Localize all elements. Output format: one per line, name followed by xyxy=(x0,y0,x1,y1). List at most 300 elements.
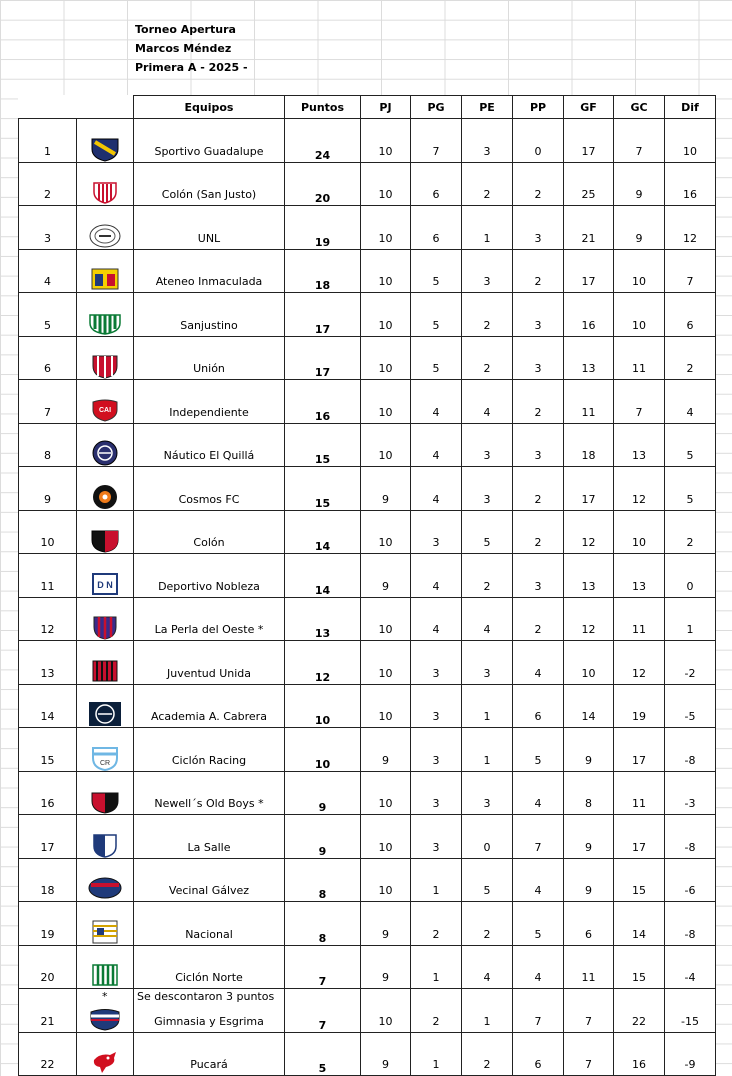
pj-value: 9 xyxy=(361,728,411,772)
pe-value: 2 xyxy=(462,336,513,380)
pg-value: 3 xyxy=(411,684,462,728)
points-value: 10 xyxy=(285,728,361,772)
team-name: La Perla del Oeste * xyxy=(134,597,285,641)
gf-value: 13 xyxy=(564,336,614,380)
points-value: 12 xyxy=(285,641,361,685)
gf-value: 12 xyxy=(564,597,614,641)
pe-value: 3 xyxy=(462,423,513,467)
table-row xyxy=(19,1032,716,1076)
pp-value: 0 xyxy=(513,119,564,163)
crest-cell xyxy=(77,162,134,206)
team-name: Ciclón Norte xyxy=(134,945,285,989)
pg-value: 1 xyxy=(411,945,462,989)
points-value: 8 xyxy=(285,902,361,946)
gf-value: 12 xyxy=(564,510,614,554)
pj-value: 10 xyxy=(361,380,411,424)
guadalupe-crest xyxy=(88,136,122,162)
team-name: Vecinal Gálvez xyxy=(134,858,285,902)
pp-value: 2 xyxy=(513,510,564,554)
pg-value: 1 xyxy=(411,1032,462,1076)
col-header-gf: GF xyxy=(564,96,614,119)
pe-value: 0 xyxy=(462,815,513,859)
pj-value: 9 xyxy=(361,554,411,598)
ciclon-norte-crest xyxy=(88,962,122,988)
pp-value: 4 xyxy=(513,771,564,815)
pg-value: 5 xyxy=(411,293,462,337)
footnote-text: Se descontaron 3 puntos xyxy=(137,990,275,1003)
dif-value: -3 xyxy=(665,771,716,815)
crest-cell xyxy=(77,858,134,902)
position-cell: 14 xyxy=(19,684,77,728)
team-name: Náutico El Quillá xyxy=(134,423,285,467)
independiente-crest xyxy=(88,397,122,423)
dif-value: 5 xyxy=(665,423,716,467)
position-cell: 21 xyxy=(19,989,77,1033)
gf-value: 10 xyxy=(564,641,614,685)
pg-value: 7 xyxy=(411,119,462,163)
team-name: Colón xyxy=(134,510,285,554)
pe-value: 1 xyxy=(462,728,513,772)
pj-value: 10 xyxy=(361,641,411,685)
pp-value: 3 xyxy=(513,336,564,380)
table-row xyxy=(19,641,716,685)
position-cell: 8 xyxy=(19,423,77,467)
pp-value: 2 xyxy=(513,597,564,641)
gc-value: 13 xyxy=(614,554,665,598)
dif-value: 16 xyxy=(665,162,716,206)
pg-value: 4 xyxy=(411,554,462,598)
cosmos-crest xyxy=(88,484,122,510)
gf-value: 17 xyxy=(564,467,614,511)
crest-cell xyxy=(77,293,134,337)
gc-value: 15 xyxy=(614,858,665,902)
pj-value: 10 xyxy=(361,597,411,641)
pg-value: 4 xyxy=(411,467,462,511)
colon-crest xyxy=(88,527,122,553)
dif-value: 7 xyxy=(665,249,716,293)
team-name: Cosmos FC xyxy=(134,467,285,511)
points-value: 16 xyxy=(285,380,361,424)
table-row xyxy=(19,771,716,815)
table-row xyxy=(19,467,716,511)
crest-cell xyxy=(77,597,134,641)
table-row xyxy=(19,945,716,989)
cabrera-crest xyxy=(88,701,122,727)
pj-value: 10 xyxy=(361,162,411,206)
gc-value: 22 xyxy=(614,989,665,1033)
points-value: 15 xyxy=(285,423,361,467)
dif-value: -15 xyxy=(665,989,716,1033)
gc-value: 7 xyxy=(614,119,665,163)
pp-value: 2 xyxy=(513,380,564,424)
dif-value: 2 xyxy=(665,336,716,380)
gf-value: 21 xyxy=(564,206,614,250)
pj-value: 10 xyxy=(361,510,411,554)
pp-value: 2 xyxy=(513,249,564,293)
position-cell: 9 xyxy=(19,467,77,511)
table-row xyxy=(19,119,716,163)
pe-value: 1 xyxy=(462,206,513,250)
pe-value: 4 xyxy=(462,945,513,989)
pp-value: 2 xyxy=(513,467,564,511)
crest-cell xyxy=(77,902,134,946)
pe-value: 1 xyxy=(462,989,513,1033)
table-row xyxy=(19,684,716,728)
table-row xyxy=(19,380,716,424)
points-value: 7 xyxy=(285,945,361,989)
position-cell: 19 xyxy=(19,902,77,946)
dif-value: 5 xyxy=(665,467,716,511)
gc-value: 17 xyxy=(614,728,665,772)
author-name: Marcos Méndez xyxy=(135,42,232,55)
pj-value: 10 xyxy=(361,771,411,815)
pj-value: 10 xyxy=(361,989,411,1033)
gf-value: 7 xyxy=(564,1032,614,1076)
position-cell: 7 xyxy=(19,380,77,424)
position-cell: 11 xyxy=(19,554,77,598)
gc-value: 17 xyxy=(614,815,665,859)
dif-value: 12 xyxy=(665,206,716,250)
pg-value: 6 xyxy=(411,162,462,206)
dif-value: -8 xyxy=(665,815,716,859)
pg-value: 4 xyxy=(411,597,462,641)
pp-value: 6 xyxy=(513,1032,564,1076)
col-header-dif: Dif xyxy=(665,96,716,119)
gc-value: 10 xyxy=(614,293,665,337)
points-value: 5 xyxy=(285,1032,361,1076)
points-value: 10 xyxy=(285,684,361,728)
dif-value: 6 xyxy=(665,293,716,337)
colon-sj-crest xyxy=(88,179,122,205)
table-row xyxy=(19,989,716,1033)
table-row xyxy=(19,815,716,859)
svg-text:CR: CR xyxy=(99,759,111,767)
header-row xyxy=(19,96,716,119)
perla-crest xyxy=(88,614,122,640)
gc-value: 9 xyxy=(614,162,665,206)
pe-value: 2 xyxy=(462,293,513,337)
pg-value: 4 xyxy=(411,423,462,467)
dif-value: -5 xyxy=(665,684,716,728)
crest-cell xyxy=(77,554,134,598)
table-row xyxy=(19,162,716,206)
pg-value: 3 xyxy=(411,771,462,815)
position-cell: 4 xyxy=(19,249,77,293)
nacional-crest xyxy=(88,919,122,945)
team-name: Newell´s Old Boys * xyxy=(134,771,285,815)
col-header-pj: PJ xyxy=(361,96,411,119)
col-header-pe: PE xyxy=(462,96,513,119)
table-row xyxy=(19,206,716,250)
union-crest xyxy=(88,353,122,379)
points-value: 14 xyxy=(285,554,361,598)
gf-value: 9 xyxy=(564,728,614,772)
pp-value: 3 xyxy=(513,293,564,337)
gc-value: 7 xyxy=(614,380,665,424)
position-cell: 6 xyxy=(19,336,77,380)
pp-value: 7 xyxy=(513,989,564,1033)
position-cell: 12 xyxy=(19,597,77,641)
position-cell: 5 xyxy=(19,293,77,337)
vecinal-crest xyxy=(88,875,122,901)
header-corner xyxy=(77,96,134,119)
pe-value: 5 xyxy=(462,510,513,554)
gf-value: 16 xyxy=(564,293,614,337)
position-cell: 18 xyxy=(19,858,77,902)
gc-value: 11 xyxy=(614,336,665,380)
pj-value: 10 xyxy=(361,815,411,859)
pp-value: 4 xyxy=(513,945,564,989)
pe-value: 2 xyxy=(462,902,513,946)
team-name: Ciclón Racing xyxy=(134,728,285,772)
gc-value: 10 xyxy=(614,510,665,554)
gc-value: 15 xyxy=(614,945,665,989)
gc-value: 16 xyxy=(614,1032,665,1076)
team-name: Unión xyxy=(134,336,285,380)
gf-value: 7 xyxy=(564,989,614,1033)
pp-value: 2 xyxy=(513,162,564,206)
pg-value: 3 xyxy=(411,510,462,554)
pp-value: 3 xyxy=(513,206,564,250)
crest-cell xyxy=(77,206,134,250)
gf-value: 13 xyxy=(564,554,614,598)
gc-value: 11 xyxy=(614,597,665,641)
position-cell: 15 xyxy=(19,728,77,772)
crest-cell xyxy=(77,380,134,424)
crest-cell xyxy=(77,728,134,772)
pp-value: 5 xyxy=(513,902,564,946)
sanjustino-crest xyxy=(88,310,122,336)
points-value: 17 xyxy=(285,293,361,337)
pe-value: 3 xyxy=(462,119,513,163)
col-header-points: Puntos xyxy=(285,96,361,119)
pe-value: 2 xyxy=(462,1032,513,1076)
dif-value: -8 xyxy=(665,728,716,772)
table-row xyxy=(19,597,716,641)
crest-cell xyxy=(77,1032,134,1076)
pe-value: 2 xyxy=(462,162,513,206)
crest-cell xyxy=(77,336,134,380)
pp-value: 3 xyxy=(513,423,564,467)
points-value: 9 xyxy=(285,815,361,859)
gc-value: 12 xyxy=(614,641,665,685)
pj-value: 9 xyxy=(361,467,411,511)
points-value: 15 xyxy=(285,467,361,511)
gf-value: 9 xyxy=(564,858,614,902)
team-name: La Salle xyxy=(134,815,285,859)
position-cell: 16 xyxy=(19,771,77,815)
team-name: Academia A. Cabrera xyxy=(134,684,285,728)
svg-text:D N: D N xyxy=(97,579,113,590)
gf-value: 8 xyxy=(564,771,614,815)
crest-cell xyxy=(77,249,134,293)
crest-cell xyxy=(77,684,134,728)
crest-cell xyxy=(77,510,134,554)
pe-value: 3 xyxy=(462,641,513,685)
table-row xyxy=(19,858,716,902)
points-value: 24 xyxy=(285,119,361,163)
pj-value: 10 xyxy=(361,249,411,293)
gf-value: 18 xyxy=(564,423,614,467)
gf-value: 11 xyxy=(564,945,614,989)
gf-value: 11 xyxy=(564,380,614,424)
col-header-pg: PG xyxy=(411,96,462,119)
gc-value: 12 xyxy=(614,467,665,511)
points-value: 19 xyxy=(285,206,361,250)
points-value: 13 xyxy=(285,597,361,641)
table-row xyxy=(19,728,716,772)
position-cell: 17 xyxy=(19,815,77,859)
table-row xyxy=(19,336,716,380)
pj-value: 9 xyxy=(361,1032,411,1076)
pp-value: 5 xyxy=(513,728,564,772)
points-value: 20 xyxy=(285,162,361,206)
gf-value: 14 xyxy=(564,684,614,728)
points-value: 7 xyxy=(285,989,361,1033)
nautico-crest xyxy=(88,440,122,466)
gf-value: 6 xyxy=(564,902,614,946)
position-cell: 13 xyxy=(19,641,77,685)
ateneo-crest xyxy=(88,266,122,292)
team-name: Ateneo Inmaculada xyxy=(134,249,285,293)
pe-value: 3 xyxy=(462,249,513,293)
dif-value: 4 xyxy=(665,380,716,424)
juventud-crest xyxy=(88,658,122,684)
pj-value: 10 xyxy=(361,206,411,250)
team-name: Independiente xyxy=(134,380,285,424)
points-value: 8 xyxy=(285,858,361,902)
pucara-crest xyxy=(88,1049,122,1075)
dif-value: 1 xyxy=(665,597,716,641)
table-row xyxy=(19,902,716,946)
dif-value: -8 xyxy=(665,902,716,946)
pe-value: 3 xyxy=(462,771,513,815)
pe-value: 1 xyxy=(462,684,513,728)
dif-value: -6 xyxy=(665,858,716,902)
team-name: Sportivo Guadalupe xyxy=(134,119,285,163)
gc-value: 11 xyxy=(614,771,665,815)
dif-value: 2 xyxy=(665,510,716,554)
gimnasia-crest xyxy=(88,1006,122,1032)
gc-value: 10 xyxy=(614,249,665,293)
table-row xyxy=(19,554,716,598)
pg-value: 3 xyxy=(411,728,462,772)
pj-value: 9 xyxy=(361,902,411,946)
pg-value: 4 xyxy=(411,380,462,424)
gc-value: 14 xyxy=(614,902,665,946)
col-header-gc: GC xyxy=(614,96,665,119)
gc-value: 13 xyxy=(614,423,665,467)
position-cell: 2 xyxy=(19,162,77,206)
pg-value: 2 xyxy=(411,902,462,946)
position-cell: 20 xyxy=(19,945,77,989)
crest-cell xyxy=(77,641,134,685)
dif-value: 0 xyxy=(665,554,716,598)
crest-cell xyxy=(77,423,134,467)
pp-value: 7 xyxy=(513,815,564,859)
pg-value: 6 xyxy=(411,206,462,250)
position-cell: 1 xyxy=(19,119,77,163)
pe-value: 5 xyxy=(462,858,513,902)
header-corner xyxy=(19,96,77,119)
gc-value: 9 xyxy=(614,206,665,250)
pg-value: 1 xyxy=(411,858,462,902)
nobleza-crest xyxy=(88,571,122,597)
gc-value: 19 xyxy=(614,684,665,728)
pe-value: 4 xyxy=(462,380,513,424)
crest-cell xyxy=(77,815,134,859)
team-name: Sanjustino xyxy=(134,293,285,337)
pe-value: 3 xyxy=(462,467,513,511)
dif-value: -4 xyxy=(665,945,716,989)
team-name: Colón (San Justo) xyxy=(134,162,285,206)
pg-value: 3 xyxy=(411,815,462,859)
newells-crest xyxy=(88,788,122,814)
table-row xyxy=(19,423,716,467)
gf-value: 17 xyxy=(564,119,614,163)
crest-cell xyxy=(77,467,134,511)
pj-value: 10 xyxy=(361,336,411,380)
points-value: 17 xyxy=(285,336,361,380)
col-header-pp: PP xyxy=(513,96,564,119)
dif-value: 10 xyxy=(665,119,716,163)
svg-text:CAI: CAI xyxy=(98,406,112,414)
table-row xyxy=(19,293,716,337)
pj-value: 10 xyxy=(361,858,411,902)
table-row xyxy=(19,510,716,554)
team-name: Juventud Unida xyxy=(134,641,285,685)
points-value: 18 xyxy=(285,249,361,293)
position-cell: 10 xyxy=(19,510,77,554)
position-cell: 3 xyxy=(19,206,77,250)
lasalle-crest xyxy=(88,832,122,858)
footnote-mark: * xyxy=(102,990,108,1003)
crest-cell xyxy=(77,119,134,163)
gf-value: 25 xyxy=(564,162,614,206)
pp-value: 4 xyxy=(513,858,564,902)
pj-value: 10 xyxy=(361,119,411,163)
points-value: 9 xyxy=(285,771,361,815)
ciclon-racing-crest xyxy=(88,745,122,771)
crest-cell xyxy=(77,771,134,815)
pp-value: 6 xyxy=(513,684,564,728)
pg-value: 5 xyxy=(411,336,462,380)
gf-value: 9 xyxy=(564,815,614,859)
pj-value: 10 xyxy=(361,293,411,337)
pj-value: 9 xyxy=(361,945,411,989)
team-name: Nacional xyxy=(134,902,285,946)
points-value: 14 xyxy=(285,510,361,554)
pj-value: 10 xyxy=(361,684,411,728)
team-name: Deportivo Nobleza xyxy=(134,554,285,598)
team-name: Gimnasia y Esgrima xyxy=(134,989,285,1033)
division-season: Primera A - 2025 - xyxy=(135,61,248,74)
pg-value: 5 xyxy=(411,249,462,293)
pg-value: 2 xyxy=(411,989,462,1033)
col-header-team: Equipos xyxy=(134,96,285,119)
crest-cell xyxy=(77,945,134,989)
pg-value: 3 xyxy=(411,641,462,685)
table-row xyxy=(19,249,716,293)
team-name: Pucará xyxy=(134,1032,285,1076)
standings-table xyxy=(18,95,716,1076)
dif-value: -9 xyxy=(665,1032,716,1076)
pe-value: 2 xyxy=(462,554,513,598)
pj-value: 10 xyxy=(361,423,411,467)
tournament-title: Torneo Apertura xyxy=(135,23,236,36)
pe-value: 4 xyxy=(462,597,513,641)
position-cell: 22 xyxy=(19,1032,77,1076)
